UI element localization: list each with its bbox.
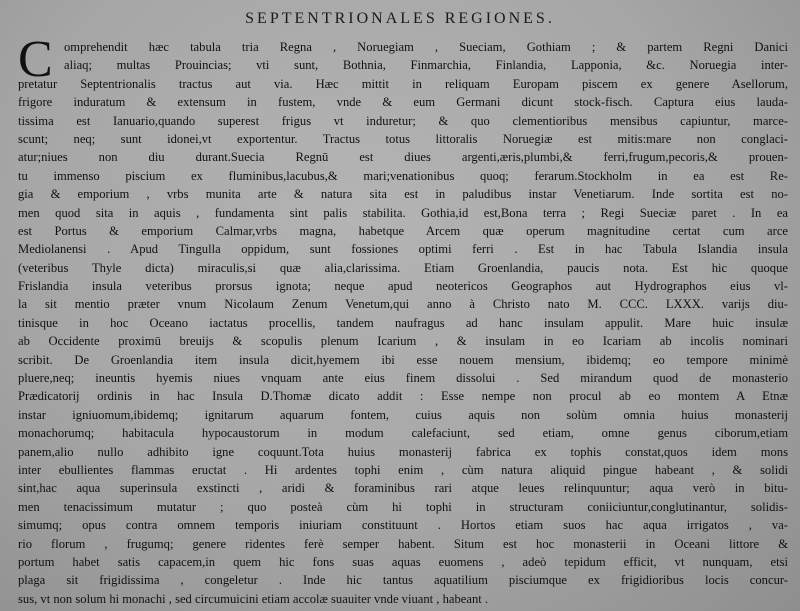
text-line: sint,hac aqua superinsula exstincti , aridi & foraminibus rari atque leues relinquuntur; aqua verò in bitu- (18, 481, 788, 496)
text-line: gia & emporium , vrbs munita arte & natura sita est in paludibus instar Venetiarum. Inde sortita est no- (18, 187, 788, 202)
text-line: ab Occidente proximū breuijs & scopulis plenum Icarium , & insulam in eo Icariam ab incolis nominari (18, 334, 788, 349)
text-line: la sit mentio præter vnum Nicolaum Zenum Venetum,qui anno à Christo nato M. CCC. LXXX. varijs diu- (18, 297, 788, 312)
text-line: pretatur Septentrionalis tractus aut via. Hæc mittit in reliquam Europam piscem ex genere Asellorum, (18, 76, 788, 91)
text-line: scunt; neq; sunt idonei,vt exportentur. Tractus totus littoralis Noruegiæ est mitis:mare non conglaci- (18, 131, 788, 146)
text-line: instar igniuomum,ibidemq; ignitarum aquarum fontem, cuius aquis non solùm omnia huius monasterij (18, 407, 788, 422)
text-line: monachorumq; habitacula hypocaustorum in modum calefaciunt, sed etiam, omne genus ciborum,etiam (18, 426, 788, 441)
text-line: est Portus & emporium Calmar,vrbs magna, habetque Arcem quæ operum magnitudine certat cum arce (18, 223, 788, 238)
text-line: atur;niues non diu durant.Suecia Regnū est diues argenti,æris,plumbi,& ferri,frugum,pecoris,& prouen- (18, 150, 788, 165)
text-line: (veteribus Thyle dicta) miraculis,si quæ alia,clarissima. Etiam Groenlandia, paucis nota. Est hic quoque (18, 260, 788, 275)
text-line: panem,alio nullo adhibito igne coquunt.Tota huius monasterij fabrica ex tophis constat,quos idem mons (18, 444, 788, 459)
text-line: portum habet satis capacem,in quem hic fons suas aquas euomens , adeò tepidum efficit, vt nunquam, etsi (18, 554, 788, 569)
text-line: Frislandia insula veteribus prorsus ignota; neque apud neotericos Geographos aut Hydrographos eius vl- (18, 279, 788, 294)
text-line: simumq; opus contra omnem temporis iniuriam constituunt . Hortos etiam suos hac aqua irrigatos , va- (18, 518, 788, 533)
text-line: men tenacissimum mutatur ; quo posteà cùm hi tophi in structuram coniiciuntur,conglutinantur, solidis- (18, 499, 788, 514)
text-line: Prædicatorij ordinis in hac Insula D.Thomæ dicato addit : Esse nempe non procul ab eo montem A Etnæ (18, 389, 788, 404)
text-line: plaga sit frigidissima , congeletur . Inde hic tantus aquatilium pisciumque ex frigidioribus locis concur- (18, 573, 788, 588)
text-line: men quod sita in aquis , fundamenta sint palis stabilita. Gothia,id est,Bona terra ; Regi Sueciæ paret . In ea (18, 205, 788, 220)
text-line: aliaq; multas Prouincias; vti sunt, Bothnia, Finmarchia, Finlandia, Lapponia, &c. Noruegia inter- (64, 58, 788, 73)
text-line: sus, vt non solum hi monachi , sed circumuicini etiam accolæ suauiter vnde viuant , habeant . (18, 591, 489, 606)
drop-cap: C (18, 31, 53, 88)
text-line: frigore induratum & extensum in fustem, vnde & eum Germani dicunt stock-fisch. Captura eius lauda- (18, 95, 788, 110)
text-line: Mediolanensi . Apud Tingulla oppidum, sunt fossiones optimi ferri . Est in hac Tabula Islandia insula (18, 242, 788, 257)
text-line: tu immenso piscium ex fluminibus,lacubus,& mari;venationibus quoq; ferarum.Stockholm in ea est Re- (18, 168, 788, 183)
text-line: rio florum , frugumq; genere ridentes ferè semper habent. Situm est hoc monasterii in Oceani littore & (18, 536, 788, 551)
text-line: tissima est Ianuario,quando superest frigus vt induretur; & quo clementioribus mensibus capiuntur, marce- (18, 113, 788, 128)
text-line: tinisque in hoc Oceano iactatus procellis, tandem naufragus ad hanc insulam appulit. Mare huic insulæ (18, 315, 788, 330)
text-line: pluere,neq; ineuntis hyemis niues vnquam ante eius finem dissolui . Sed mirandum quod de monasterio (18, 371, 788, 386)
page-heading: SEPTENTRIONALES REGIONES. (245, 10, 555, 27)
text-lines (18, 38, 788, 608)
text-body (18, 31, 788, 608)
text-line: omprehendit hæc tabula tria Regna , Noruegiam , Sueciam, Gothiam ; & partem Regni Danici (64, 40, 788, 54)
text-line: inter ebullientes flammas eructat . Hi ardentes tophi enim , cùm natura aliquid pingue habeant , & solidi (18, 462, 788, 477)
text-line: scribit. De Groenlandia item insula dicit,hyemem ibi esse nouem mensium, ibidemq; eo tempore minimè (18, 352, 788, 367)
